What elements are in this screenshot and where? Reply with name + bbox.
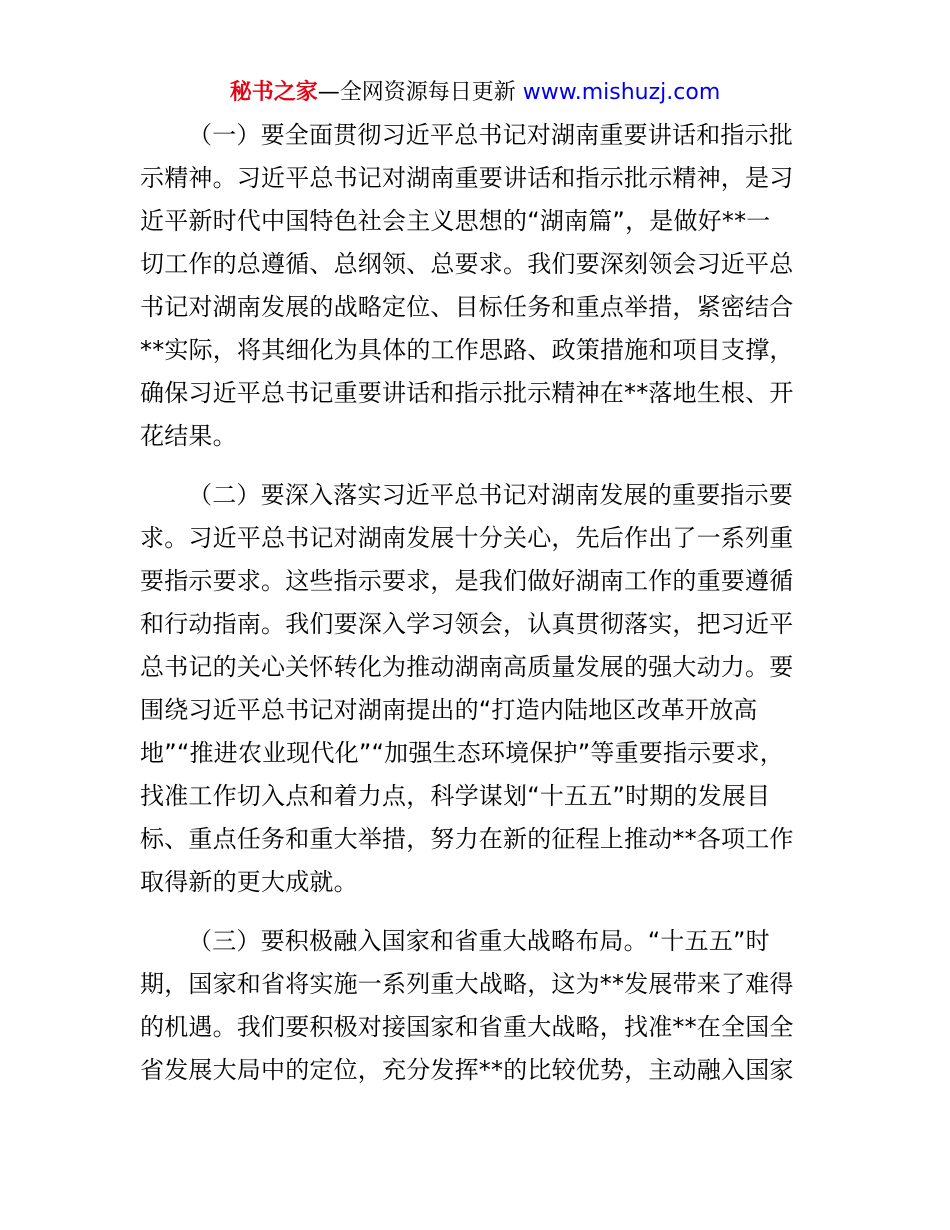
paragraph-3 [140, 920, 812, 1092]
text-line: 省发展大局中的定位，充分发挥**的比较优势，主动融入国家 [140, 1056, 794, 1084]
text-line: 总书记的关心关怀转化为推动湖南高质量发展的强大动力。要 [140, 653, 794, 681]
text-line: （二）要深入落实习近平总书记对湖南发展的重要指示要 [188, 481, 793, 509]
text-line: 找准工作切入点和着力点，科学谋划“十五五”时期的发展目 [140, 782, 771, 810]
site-header [0, 76, 950, 110]
paragraph-1 [140, 114, 812, 458]
text-line: 的机遇。我们要积极对接国家和省重大战略，找准**在全国全 [140, 1013, 794, 1041]
text-line: 和行动指南。我们要深入学习领会，认真贯彻落实，把习近平 [140, 610, 794, 638]
text-line: 围绕习近平总书记对湖南提出的“打造内陆地区改革开放高 [140, 696, 758, 724]
document-body [140, 114, 812, 1092]
text-line: 花结果。 [140, 422, 237, 450]
text-line: 求。习近平总书记对湖南发展十分关心，先后作出了一系列重 [140, 524, 794, 552]
text-line: 书记对湖南发展的战略定位、目标任务和重点举措，紧密结合 [140, 293, 794, 321]
text-line: 示精神。习近平总书记对湖南重要讲话和指示批示精神，是习 [140, 164, 794, 192]
text-line: 标、重点任务和重大举措，努力在新的征程上推动**各项工作 [140, 825, 794, 853]
text-line: 切工作的总遵循、总纲领、总要求。我们要深刻领会习近平总 [140, 250, 794, 278]
paragraph-2 [140, 474, 812, 904]
paragraph-gap [140, 458, 812, 474]
text-line: 期，国家和省将实施一系列重大战略，这为**发展带来了难得 [140, 970, 794, 998]
site-url-link[interactable]: www.mishuzj.com [522, 80, 721, 105]
text-line: **实际，将其细化为具体的工作思路、政策措施和项目支撑， [140, 336, 794, 364]
text-line: 取得新的更大成就。 [140, 868, 358, 896]
brand-name: 秘书之家 [229, 80, 318, 105]
text-line: 地”“推进农业现代化”“加强生态环境保护”等重要指示要求， [140, 739, 784, 767]
text-line: （一）要全面贯彻习近平总书记对湖南重要讲话和指示批 [188, 121, 793, 149]
text-line: 近平新时代中国特色社会主义思想的“湖南篇”，是做好**一 [140, 207, 771, 235]
text-line: （三）要积极融入国家和省重大战略布局。“十五五”时 [188, 927, 770, 955]
text-line: 确保习近平总书记重要讲话和指示批示精神在**落地生根、开 [140, 379, 794, 407]
text-line: 要指示要求。这些指示要求，是我们做好湖南工作的重要遵循 [140, 567, 794, 595]
header-tagline: —全网资源每日更新 [317, 80, 523, 105]
paragraph-gap [140, 904, 812, 920]
